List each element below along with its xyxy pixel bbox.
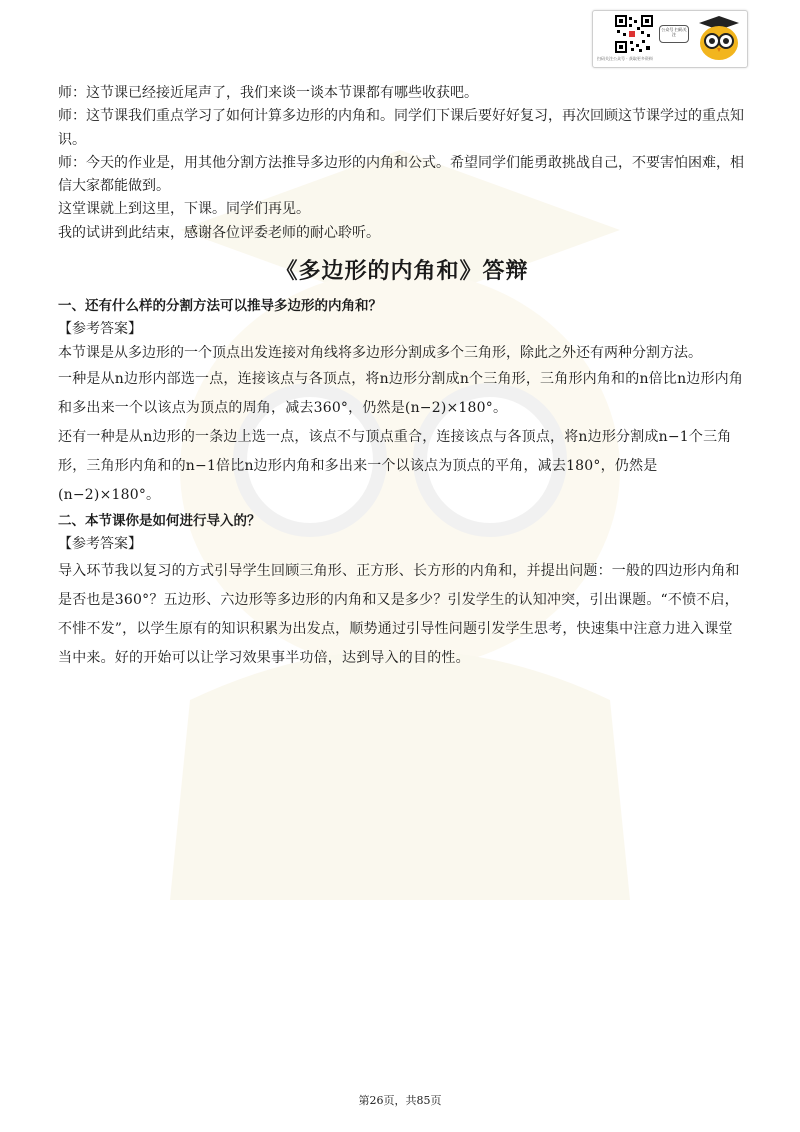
dialogue-line: 我的试讲到此结束，感谢各位评委老师的耐心聆听。 [58,224,380,241]
dialogue-line: 这堂课就上到这里，下课。同学们再见。 [58,201,310,218]
page-number: 第26页，共85页 [358,1094,442,1107]
question-heading: 一、还有什么样的分割方法可以推导多边形的内角和？ [58,298,382,315]
dialogue-line: 师：这节课已经接近尾声了，我们来谈一谈本节课都有哪些收获吧。 [58,85,478,101]
speech-bubble: 公众号 扫码关注 [659,25,689,43]
answer-paragraph: 本节课是从多边形的一个顶点出发连接对角线将多边形分割成多个三角形，除此之外还有两种分割方法。 [58,344,702,361]
question-heading: 二、本节课你是如何进行导入的？ [58,512,261,529]
section-title: 《多边形的内角和》答辩 [275,259,529,285]
answer-paragraph: 导入环节我以复习的方式引导学生回顾三角形、正方形、长方形的内角和，并提出问题：一般的四边形内角和是否也是360°？五边形、六边形等多边形的内角和又是多少？引发学生的认知冲突，引出课题。“不愤不启，不悱不发”，以学生原有的知识积累为出发点，顺势通过引导性问题引发学生思考，快速集中注意力进入课堂当中来。好的开始可以让学习效果事半功倍，达到导入的目的性。 [58,562,740,666]
header-promo-badge [592,10,748,68]
qr-caption: 扫码关注公众号 · 获取更多资料 [597,56,653,61]
answer-paragraph: 还有一种是从n边形的一条边上选一点，该点不与顶点重合，连接该点与各顶点，将n边形分割成n−1个三角形，三角形内角和的n−1倍比n边形内角和多出来一个以该点为顶点的平角，减去180°，仍然是(n−2)×180°。 [58,428,732,503]
owl-mascot-icon [695,15,743,63]
dialogue-line: 师：这节课我们重点学习了如何计算多边形的内角和。同学们下课后要好好复习，再次回顾这节课学过的重点知识。 [58,108,744,148]
answer-tag: 【参考答案】 [58,321,142,338]
answer-tag: 【参考答案】 [58,536,142,553]
dialogue-line: 师：今天的作业是，用其他分割方法推导多边形的内角和公式。希望同学们能勇敢挑战自己，不要害怕困难，相信大家都能做到。 [58,154,744,195]
answer-paragraph: 一种是从n边形内部选一点，连接该点与各顶点，将n边形分割成n个三角形，三角形内角和的n倍比n边形内角和多出来一个以该点为顶点的周角，减去360°，仍然是(n−2)×180°。 [58,370,744,416]
qr-code-icon [615,15,653,53]
page-content [58,82,746,673]
